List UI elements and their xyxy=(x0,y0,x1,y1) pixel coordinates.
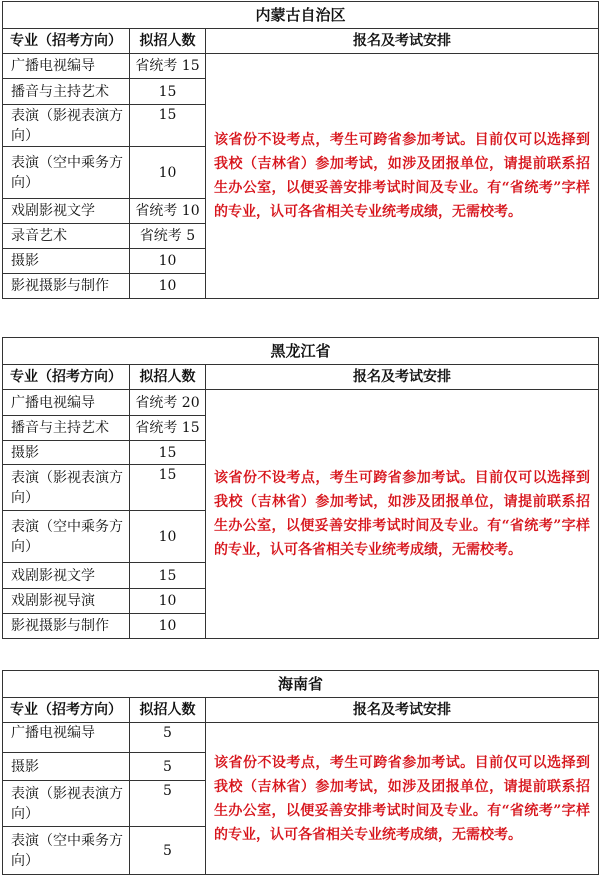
count-cell: 省统考 5 xyxy=(130,224,206,249)
count-cell: 10 xyxy=(130,614,206,639)
count-cell: 15 xyxy=(130,105,206,147)
table-row xyxy=(3,390,599,416)
major-cell: 录音艺术 xyxy=(3,224,130,249)
major-cell: 影视摄影与制作 xyxy=(3,614,130,639)
major-cell: 戏剧影视文学 xyxy=(3,563,130,589)
major-cell: 广播电视编导 xyxy=(3,723,130,753)
major-cell: 表演（影视表演方向） xyxy=(3,465,130,511)
count-cell: 5 xyxy=(130,723,206,753)
count-cell: 5 xyxy=(130,781,206,827)
count-cell: 10 xyxy=(130,589,206,614)
major-cell: 戏剧影视导演 xyxy=(3,589,130,614)
major-cell: 表演（空中乘务方向） xyxy=(3,147,130,199)
count-cell: 15 xyxy=(130,441,206,465)
arrangement-note: 该省份不设考点，考生可跨省参加考试。目前仅可以选择到我校（吉林省）参加考试，如涉及团报单位，请提前联系招生办公室，以便妥善安排考试时间及专业。有“省统考”字样的专业，认可各省相关专业统考成绩，无需校考。 xyxy=(206,54,599,299)
header-arrangement: 报名及考试安排 xyxy=(206,365,599,390)
major-cell: 摄影 xyxy=(3,441,130,465)
header-major: 专业（招考方向） xyxy=(3,29,130,54)
header-count: 拟招人数 xyxy=(130,698,206,723)
major-cell: 表演（影视表演方向） xyxy=(3,781,130,827)
admission-table xyxy=(2,670,599,875)
header-major: 专业（招考方向） xyxy=(3,365,130,390)
count-cell: 10 xyxy=(130,511,206,563)
header-count: 拟招人数 xyxy=(130,29,206,54)
table-header-row xyxy=(3,698,599,723)
province-section-hainan xyxy=(2,670,598,875)
province-title-row xyxy=(3,2,599,29)
major-cell: 戏剧影视文学 xyxy=(3,199,130,224)
count-cell: 省统考 20 xyxy=(130,390,206,416)
count-cell: 省统考 15 xyxy=(130,54,206,79)
admission-table xyxy=(2,337,599,639)
province-title: 海南省 xyxy=(3,671,599,698)
province-title: 黑龙江省 xyxy=(3,338,599,365)
province-section-neimenggu xyxy=(2,1,598,299)
count-cell: 15 xyxy=(130,465,206,511)
major-cell: 影视摄影与制作 xyxy=(3,274,130,299)
province-section-heilongjiang xyxy=(2,337,598,639)
table-header-row xyxy=(3,29,599,54)
table-header-row xyxy=(3,365,599,390)
count-cell: 10 xyxy=(130,147,206,199)
arrangement-note: 该省份不设考点，考生可跨省参加考试。目前仅可以选择到我校（吉林省）参加考试，如涉及团报单位，请提前联系招生办公室，以便妥善安排考试时间及专业。有“省统考”字样的专业，认可各省相关专业统考成绩，无需校考。 xyxy=(206,723,599,875)
province-title: 内蒙古自治区 xyxy=(3,2,599,29)
major-cell: 表演（影视表演方向） xyxy=(3,105,130,147)
header-count: 拟招人数 xyxy=(130,365,206,390)
count-cell: 15 xyxy=(130,563,206,589)
major-cell: 广播电视编导 xyxy=(3,390,130,416)
count-cell: 15 xyxy=(130,79,206,105)
major-cell: 摄影 xyxy=(3,249,130,274)
count-cell: 10 xyxy=(130,249,206,274)
count-cell: 省统考 15 xyxy=(130,416,206,441)
count-cell: 10 xyxy=(130,274,206,299)
count-cell: 省统考 10 xyxy=(130,199,206,224)
header-arrangement: 报名及考试安排 xyxy=(206,29,599,54)
table-row xyxy=(3,723,599,753)
major-cell: 广播电视编导 xyxy=(3,54,130,79)
header-major: 专业（招考方向） xyxy=(3,698,130,723)
major-cell: 表演（空中乘务方向） xyxy=(3,511,130,563)
count-cell: 5 xyxy=(130,827,206,875)
province-title-row xyxy=(3,671,599,698)
table-row xyxy=(3,54,599,79)
major-cell: 播音与主持艺术 xyxy=(3,79,130,105)
arrangement-note: 该省份不设考点，考生可跨省参加考试。目前仅可以选择到我校（吉林省）参加考试，如涉及团报单位，请提前联系招生办公室，以便妥善安排考试时间及专业。有“省统考”字样的专业，认可各省相关专业统考成绩，无需校考。 xyxy=(206,390,599,639)
province-title-row xyxy=(3,338,599,365)
major-cell: 表演（空中乘务方向） xyxy=(3,827,130,875)
admission-table xyxy=(2,1,599,299)
major-cell: 摄影 xyxy=(3,753,130,781)
header-arrangement: 报名及考试安排 xyxy=(206,698,599,723)
count-cell: 5 xyxy=(130,753,206,781)
major-cell: 播音与主持艺术 xyxy=(3,416,130,441)
